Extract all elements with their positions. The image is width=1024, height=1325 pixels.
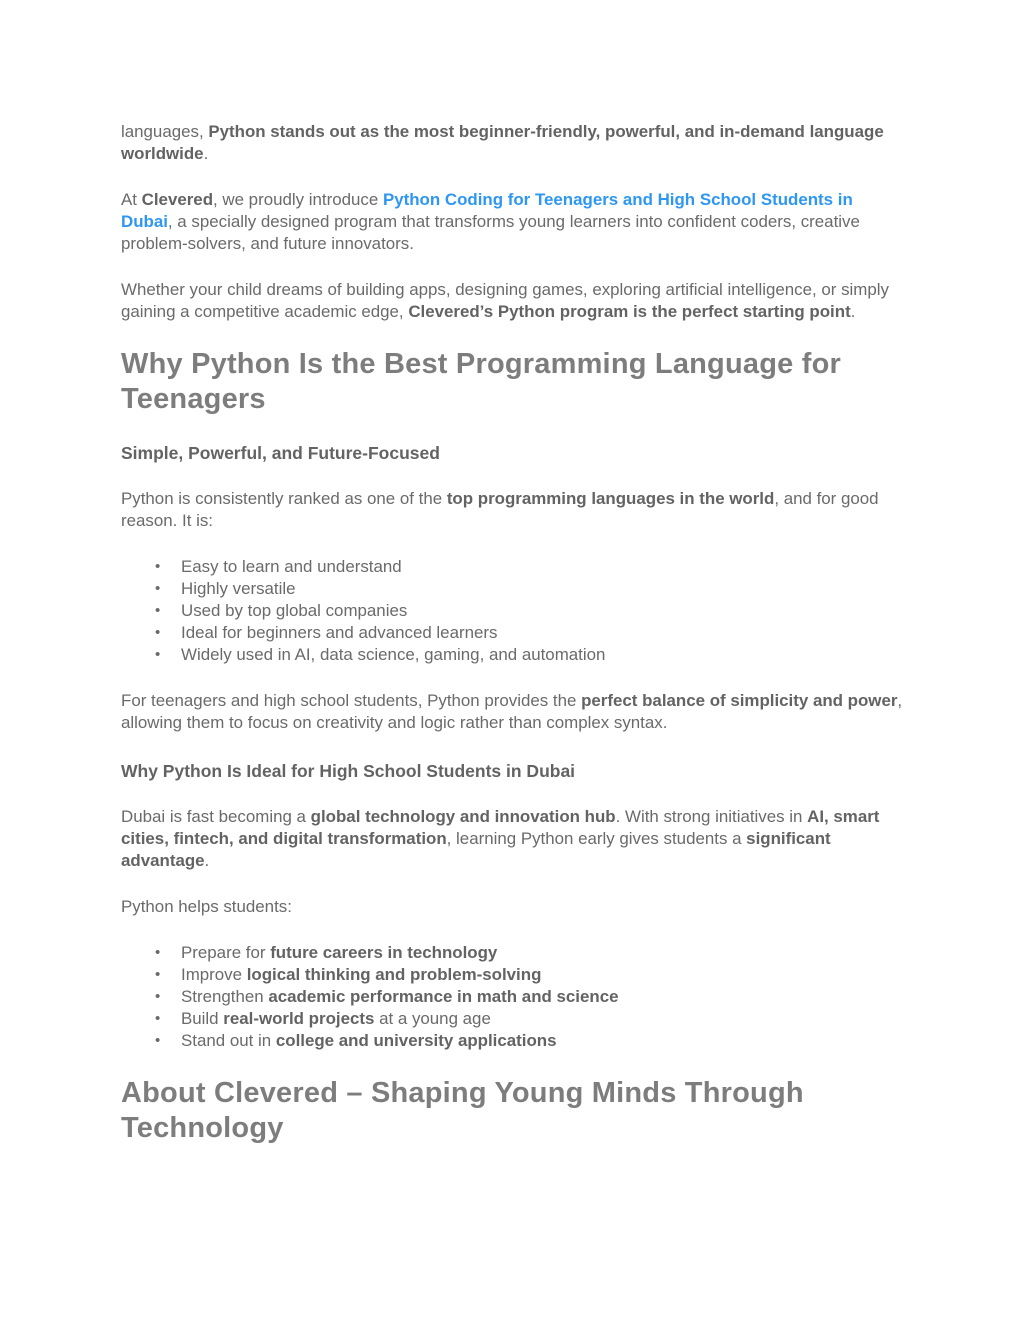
text-run: Strengthen <box>181 987 269 1006</box>
list-item <box>181 986 903 1008</box>
list-item <box>181 964 903 986</box>
paragraph-dubai-hub <box>121 806 903 872</box>
text-run: Whether your child dreams of building apps, designing games, exploring artificial intelligence, or simply gaining a competitive academic edge, <box>121 280 889 321</box>
text-run-bold: Python stands out as the most beginner-friendly, powerful, and in-demand language worldwide <box>121 122 884 163</box>
list-item <box>181 1008 903 1030</box>
text-run: , allowing them to focus on creativity and logic rather than complex syntax. <box>121 691 903 732</box>
text-run-bold: real-world projects <box>223 1009 375 1028</box>
text-run: For teenagers and high school students, Python provides the <box>121 691 582 710</box>
text-run-bold: logical thinking and problem-solving <box>246 965 542 984</box>
list-item <box>181 1030 903 1052</box>
paragraph-whether-child <box>121 279 903 323</box>
text-run-bold: AI, smart cities, fintech, and digital transformation <box>121 807 880 848</box>
text-run-bold: perfect balance of simplicity and power <box>581 691 898 710</box>
text-run: languages, <box>121 122 209 141</box>
text-run: Prepare for <box>181 943 271 962</box>
text-run: Python is consistently ranked as one of the <box>121 489 447 508</box>
text-run-bold: global technology and innovation hub <box>310 807 616 826</box>
paragraph-python-helps: Python helps students: <box>121 897 292 916</box>
python-course-link[interactable]: Python Coding for Teenagers and High School Students in Dubai <box>121 190 853 231</box>
text-run: . <box>204 851 210 870</box>
list-item <box>181 942 903 964</box>
text-run-bold: academic performance in math and science <box>268 987 619 1006</box>
text-run: Highly versatile <box>181 579 296 598</box>
text-run-bold: significant advantage <box>121 829 831 870</box>
paragraph-intro-continuation <box>121 121 903 165</box>
text-run: , a specially designed program that transforms young learners into confident coders, creative problem-solvers, and future innovators. <box>121 212 860 253</box>
paragraph-clevered-introduce <box>121 189 903 255</box>
list-item <box>181 578 903 600</box>
text-run: at a young age <box>374 1009 491 1028</box>
subheading-simple-powerful: Simple, Powerful, and Future-Focused <box>121 443 440 463</box>
text-run: Ideal for beginners and advanced learners <box>181 623 498 642</box>
text-run: , we proudly introduce <box>213 190 383 209</box>
student-benefits-list <box>121 942 903 1052</box>
text-run: . <box>850 302 856 321</box>
list-item <box>181 622 903 644</box>
text-run-bold: Clevered’s Python program is the perfect starting point <box>408 302 851 321</box>
text-run: Stand out in <box>181 1031 276 1050</box>
text-run: , learning Python early gives students a <box>446 829 747 848</box>
text-run: Build <box>181 1009 224 1028</box>
text-run-bold: college and university applications <box>275 1031 557 1050</box>
text-run: Improve <box>181 965 247 984</box>
paragraph-teenagers-balance <box>121 690 903 734</box>
text-run-bold: top programming languages in the world <box>446 489 775 508</box>
section-heading-about-clevered: About Clevered – Shaping Young Minds Through Technology <box>121 1077 804 1144</box>
list-item <box>181 556 903 578</box>
text-run: . With strong initiatives in <box>615 807 808 826</box>
text-run: Easy to learn and understand <box>181 557 402 576</box>
subheading-why-python-dubai: Why Python Is Ideal for High School Students in Dubai <box>121 761 576 781</box>
paragraph-python-ranked <box>121 488 903 532</box>
list-item <box>181 644 903 666</box>
list-item <box>181 600 903 622</box>
python-benefits-list <box>121 556 903 666</box>
text-run: Dubai is fast becoming a <box>121 807 311 826</box>
text-run: . <box>203 144 209 163</box>
text-run-bold: future careers in technology <box>270 943 498 962</box>
text-run: , and for good reason. It is: <box>121 489 879 530</box>
text-run: At <box>121 190 142 209</box>
text-run: Used by top global companies <box>181 601 408 620</box>
text-run: Widely used in AI, data science, gaming, and automation <box>181 645 606 664</box>
text-run-bold: Clevered <box>141 190 214 209</box>
section-heading-why-python: Why Python Is the Best Programming Language for Teenagers <box>121 348 841 415</box>
